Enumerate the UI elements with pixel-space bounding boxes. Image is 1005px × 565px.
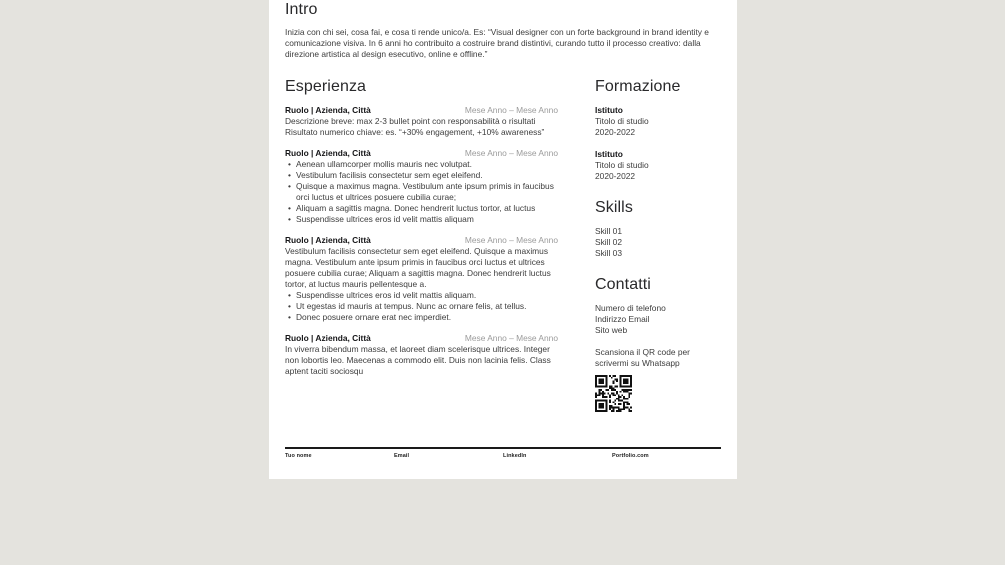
website-line: Sito web (595, 325, 628, 335)
entry-bullet-list (285, 290, 558, 323)
institute-name: Istituto (595, 149, 623, 159)
intro-heading: Intro (285, 1, 318, 18)
education-years: 2020-2022 (595, 171, 636, 181)
experience-heading: Esperienza (285, 78, 367, 95)
document-footer (285, 447, 721, 460)
bullet-item: • Vestibulum facilisis consectetur sem eget eleifend. (285, 170, 558, 181)
skill-item: Skill 03 (595, 248, 622, 258)
footer-name: Tuo nome (285, 453, 312, 459)
footer-linkedin: LinkedIn (503, 453, 527, 459)
skills-heading: Skills (595, 199, 633, 216)
education-years: 2020-2022 (595, 127, 636, 137)
date-range: Mese Anno – Mese Anno (464, 235, 558, 245)
intro-text: Inizia con chi sei, cosa fai, e cosa ti rende unico/a. Es: “Visual designer con un forte background in brand identity e comunicazione visiva. In 6 anni ho contribuito a costruire brand distintivi, curando tutto il processo creativo: dalla direzione artistica al design esecutivo, online e offline.” (285, 27, 709, 59)
role-label: Ruolo | Azienda, Città (285, 105, 371, 115)
two-column-layout (285, 77, 721, 412)
experience-column (285, 77, 558, 412)
bullet-item: • Ut egestas id mauris at tempus. Nunc ac ornare felis, at tellus. (285, 301, 558, 312)
bullet-item: • Suspendisse ultrices eros id velit mattis aliquam (285, 214, 558, 225)
entry-paragraph: In viverra bibendum massa, et laoreet diam scelerisque ultrices. Integer non lobortis leo. Maecenas a commodo elit. Duis non lacinia felis. Class aptent taciti sociosqu (285, 344, 551, 376)
bullet-item: • Aenean ullamcorper mollis mauris nec volutpat. (285, 159, 558, 170)
experience-entry-header (285, 333, 558, 344)
footer-portfolio: Portfolio.com (612, 453, 649, 459)
bullet-item: • Suspendisse ultrices eros id velit mattis aliquam. (285, 290, 558, 301)
experience-entry (285, 333, 558, 377)
skills-list (595, 226, 721, 259)
skill-item: Skill 01 (595, 226, 622, 236)
role-label: Ruolo | Azienda, Città (285, 235, 371, 245)
education-heading: Formazione (595, 78, 681, 95)
experience-entry (285, 105, 558, 138)
skill-item: Skill 02 (595, 237, 622, 247)
education-entry (595, 149, 721, 182)
entry-line: Risultato numerico chiave: es. “+30% engagement, +10% awareness” (285, 127, 545, 137)
resume-document (269, 0, 737, 479)
experience-entry-header (285, 235, 558, 246)
education-entry (595, 105, 721, 138)
entry-paragraph: Vestibulum facilisis consectetur sem eget eleifend. Quisque a maximus magna. Vestibulum ante ipsum primis in faucibus orci luctus et ultrices posuere cubilia curae; Aliquam a sagittis magna. Donec hendrerit luctus tortor, at luctus mauris pellentesque a. (285, 246, 551, 289)
phone-line: Numero di telefono (595, 303, 666, 313)
experience-entry-header (285, 148, 558, 159)
sidebar-column (595, 77, 721, 412)
degree-title: Titolo di studio (595, 160, 649, 170)
bullet-item: • Donec posuere ornare erat nec imperdiet. (285, 312, 558, 323)
date-range: Mese Anno – Mese Anno (464, 148, 558, 158)
bullet-item: • Aliquam a sagittis magna. Donec hendrerit luctus tortor, at luctus (285, 203, 558, 214)
institute-name: Istituto (595, 105, 623, 115)
contacts-heading: Contatti (595, 276, 651, 293)
role-label: Ruolo | Azienda, Città (285, 333, 371, 343)
entry-line: Descrizione breve: max 2-3 bullet point con responsabilità o risultati (285, 116, 536, 126)
experience-entry (285, 235, 558, 323)
bullet-item: • Quisque a maximus magna. Vestibulum ante ipsum primis in faucibus orci luctus et ultrices posuere cubilia curae; (285, 181, 558, 203)
qr-note: Scansiona il QR code per scrivermi su Whatsapp (595, 347, 690, 368)
email-line: Indirizzo Email (595, 314, 650, 324)
qr-code (595, 375, 632, 412)
entry-bullet-list (285, 159, 558, 225)
contacts-list (595, 303, 721, 336)
degree-title: Titolo di studio (595, 116, 649, 126)
document-content (269, 0, 737, 479)
footer-email: Email (394, 453, 410, 459)
experience-entry-header (285, 105, 558, 116)
role-label: Ruolo | Azienda, Città (285, 148, 371, 158)
date-range: Mese Anno – Mese Anno (464, 333, 558, 343)
date-range: Mese Anno – Mese Anno (464, 105, 558, 115)
experience-entry (285, 148, 558, 225)
